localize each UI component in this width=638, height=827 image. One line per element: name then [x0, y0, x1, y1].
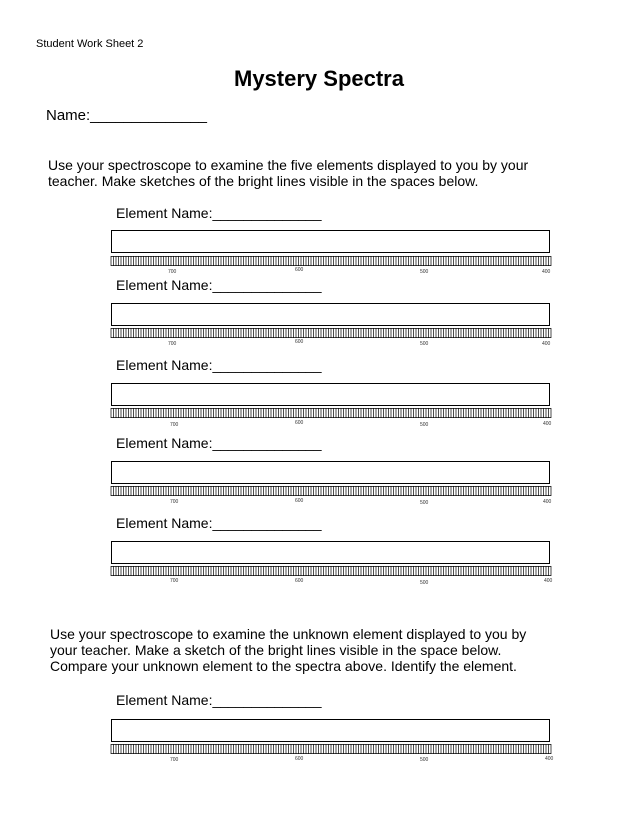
scale-label-400: 400 — [545, 756, 554, 762]
element-name-field-4[interactable]: Element Name:______________ — [116, 435, 322, 451]
scale-label-600: 600 — [295, 420, 304, 426]
scale-label-700: 700 — [170, 422, 179, 428]
scale-label-500: 500 — [420, 422, 429, 428]
scale-label-400: 400 — [542, 341, 551, 347]
scale-label-400: 400 — [542, 269, 551, 275]
instruction-line: Use your spectroscope to examine the five elements displayed to you by your — [48, 157, 529, 173]
element-name-field-2[interactable]: Element Name:______________ — [116, 277, 322, 293]
scale-label-600: 600 — [295, 339, 304, 345]
scale-label-700: 700 — [170, 499, 179, 505]
scale-label-600: 600 — [295, 498, 304, 504]
scale-label-500: 500 — [420, 500, 429, 506]
spectrum-sketch-box-5[interactable] — [111, 541, 550, 564]
instruction-line: Use your spectroscope to examine the unknown element displayed to you by — [50, 626, 527, 642]
scale-label-400: 400 — [543, 421, 552, 427]
scale-ticks — [111, 256, 551, 266]
scale-label-600: 600 — [295, 756, 304, 762]
scale-label-400: 400 — [543, 499, 552, 505]
element-name-field-1[interactable]: Element Name:______________ — [116, 205, 322, 221]
spectrum-sketch-box-1[interactable] — [111, 230, 550, 253]
wavelength-scale-5 — [111, 566, 552, 586]
wavelength-scale-1 — [111, 256, 552, 276]
instructions-known-elements — [48, 157, 588, 189]
scale-label-700: 700 — [168, 269, 177, 275]
element-name-field-3[interactable]: Element Name:______________ — [116, 357, 322, 373]
scale-label-700: 700 — [168, 341, 177, 347]
worksheet-header-label: Student Work Sheet 2 — [36, 38, 144, 50]
spectrum-sketch-box-4[interactable] — [111, 461, 550, 484]
scale-label-600: 600 — [295, 578, 304, 584]
scale-label-500: 500 — [420, 757, 429, 763]
unknown-wavelength-scale — [111, 744, 552, 764]
instruction-line: Compare your unknown element to the spectra above. Identify the element. — [50, 658, 517, 674]
wavelength-scale-2 — [111, 328, 552, 348]
instruction-line: your teacher. Make a sketch of the bright lines visible in the space below. — [50, 642, 502, 658]
spectrum-sketch-box-2[interactable] — [111, 303, 550, 326]
wavelength-scale-3 — [111, 408, 552, 428]
scale-ticks — [111, 486, 551, 496]
scale-ticks — [111, 408, 551, 418]
scale-ticks — [111, 744, 551, 754]
unknown-spectrum-sketch-box[interactable] — [111, 719, 550, 742]
instruction-line: teacher. Make sketches of the bright lines visible in the spaces below. — [48, 173, 479, 189]
page-title: Mystery Spectra — [234, 66, 404, 91]
spectrum-sketch-box-3[interactable] — [111, 383, 550, 406]
scale-label-400: 400 — [544, 578, 553, 584]
scale-ticks — [111, 566, 551, 576]
wavelength-scale-4 — [111, 486, 552, 506]
unknown-element-name-field[interactable]: Element Name:______________ — [116, 692, 322, 708]
scale-label-700: 700 — [170, 578, 179, 584]
scale-label-600: 600 — [295, 267, 304, 273]
scale-label-500: 500 — [420, 341, 429, 347]
student-name-field[interactable]: Name:______________ — [46, 107, 207, 124]
scale-label-500: 500 — [420, 269, 429, 275]
scale-ticks — [111, 328, 551, 338]
scale-label-500: 500 — [420, 580, 429, 586]
scale-label-700: 700 — [170, 757, 179, 763]
element-name-field-5[interactable]: Element Name:______________ — [116, 515, 322, 531]
instructions-unknown-element — [50, 626, 590, 674]
